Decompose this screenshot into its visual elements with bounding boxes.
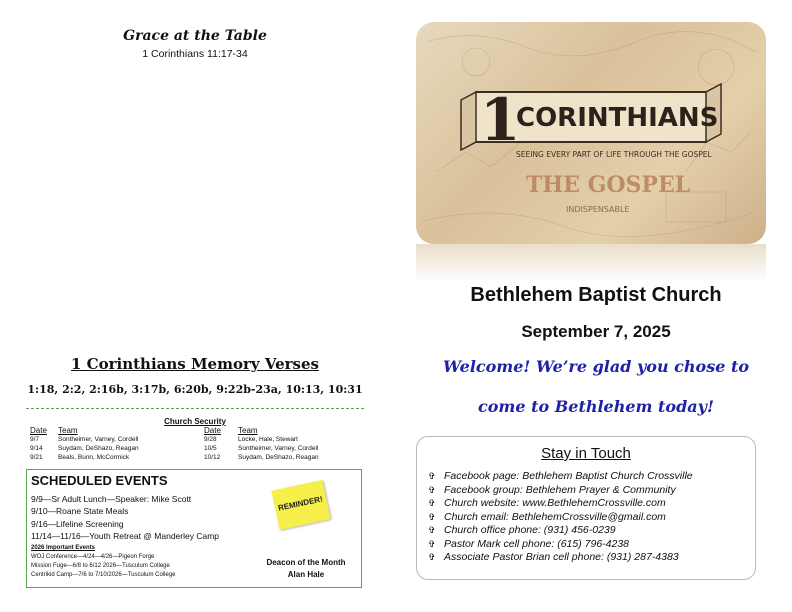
banner-gospel-text: THE GOSPEL — [526, 172, 691, 198]
cross-icon: ✞ — [428, 471, 436, 481]
important-events-title: 2026 Important Events — [31, 545, 96, 551]
contact-pastor-phone: Pastor Mark cell phone: (615) 796-4238 — [444, 537, 630, 550]
list-item — [428, 551, 693, 565]
cross-icon: ✞ — [428, 525, 436, 535]
contact-email: Church email: BethlehemCrossville@gmail.com — [444, 510, 666, 523]
list-item — [428, 484, 693, 498]
grace-scripture-reference: 1 Corinthians 11:17-34 — [142, 48, 248, 60]
list-item — [428, 497, 693, 511]
contact-facebook-page: Facebook page: Bethlehem Baptist Church Crossville — [444, 470, 693, 482]
security-header-team: Team — [58, 426, 78, 435]
welcome-message-line-2: come to Bethlehem today! — [478, 397, 714, 416]
security-cell: Locke, Hale, Stewart — [238, 436, 298, 443]
stay-in-touch-title: Stay in Touch — [541, 445, 631, 462]
list-item: 9/9—Sr Adult Lunch—Speaker: Mike Scott — [31, 494, 192, 504]
contact-office-phone: Church office phone: (931) 456-0239 — [444, 524, 616, 536]
table-row — [28, 435, 321, 444]
list-item: 9/10—Roane State Meals — [31, 506, 129, 517]
banner-reflection — [416, 244, 766, 282]
contact-list — [428, 470, 693, 565]
service-date: September 7, 2025 — [521, 322, 671, 341]
corinthians-banner-image — [416, 22, 766, 244]
memory-verses-list: 1:18, 2:2, 2:16b, 3:17b, 6:20b, 9:22b-23a, 10:13, 10:31 — [27, 383, 363, 396]
contact-associate-pastor-phone: Associate Pastor Brian cell phone: (931) 287-4383 — [444, 551, 679, 563]
security-cell: 9/14 — [30, 445, 43, 452]
important-events-list — [31, 553, 176, 580]
scheduled-events-list — [31, 493, 219, 543]
cross-icon: ✞ — [428, 484, 436, 495]
dashed-divider — [26, 408, 364, 409]
security-cell: 10/5 — [204, 445, 217, 452]
list-item — [428, 470, 693, 484]
contact-facebook-group: Facebook group: Bethlehem Prayer & Community — [444, 483, 676, 496]
banner-artwork — [416, 22, 766, 244]
security-cell: Sontheimer, Varney, Cordell — [58, 436, 139, 443]
security-header-row — [28, 426, 321, 435]
banner-numeral: 1 — [480, 86, 521, 154]
list-item: Mission Fuge—6/8 to 6/12 2026—Tusculum College — [31, 563, 170, 569]
list-item: Centrikid Camp—7/6 to 7/10/2026—Tusculum College — [31, 572, 176, 578]
security-cell: 9/28 — [204, 436, 217, 443]
security-header-date-2: Date — [204, 426, 221, 435]
reminder-text: REMINDER! — [277, 494, 324, 513]
cross-icon: ✞ — [428, 511, 436, 522]
church-security-table — [28, 426, 321, 462]
scheduled-events-title: SCHEDULED EVENTS — [31, 473, 168, 488]
table-row — [28, 444, 321, 453]
security-cell: Suydam, DeShazo, Reagan — [58, 445, 139, 452]
grace-title: Grace at the Table — [123, 28, 267, 44]
church-security-title: Church Security — [164, 417, 226, 426]
cross-icon: ✞ — [428, 498, 436, 508]
cross-icon: ✞ — [428, 552, 436, 562]
security-cell: 9/7 — [30, 436, 40, 443]
list-item — [428, 511, 693, 525]
list-item: WOJ Conference—4/24—4/26—Pigeon Forge — [31, 554, 155, 560]
banner-title: CORINTHIANS — [516, 103, 719, 133]
security-cell: 9/21 — [30, 454, 43, 461]
deacon-of-month-label: Deacon of the Month — [266, 558, 346, 567]
banner-indispensable-text: INDISPENSABLE — [566, 205, 630, 214]
deacon-of-month-name: Alan Hale — [287, 570, 325, 579]
list-item — [428, 524, 693, 538]
security-cell: Suydam, DeShazo, Reagan — [238, 454, 319, 461]
security-header-team-2: Team — [238, 426, 258, 435]
church-name: Bethlehem Baptist Church — [470, 284, 722, 306]
security-cell: 10/12 — [204, 454, 221, 461]
security-header-date: Date — [30, 426, 47, 435]
table-row — [28, 453, 321, 462]
banner-subtitle: SEEING EVERY PART OF LIFE THROUGH THE GOSPEL — [516, 150, 712, 159]
cross-icon: ✞ — [428, 538, 436, 549]
list-item: 11/14—11/16—Youth Retreat @ Manderley Camp — [31, 531, 220, 542]
security-cell: Sontheimer, Varney, Cordell — [238, 445, 319, 452]
welcome-message-line-1: Welcome! We’re glad you chose to — [442, 357, 750, 376]
contact-website: Church website: www.BethlehemCrossville.com — [444, 497, 666, 509]
memory-verses-title: 1 Corinthians Memory Verses — [71, 355, 319, 373]
security-cell: Beals, Bunn, McCormick — [58, 454, 130, 461]
list-item: 9/16—Lifeline Screening — [31, 518, 124, 529]
list-item — [428, 538, 693, 552]
